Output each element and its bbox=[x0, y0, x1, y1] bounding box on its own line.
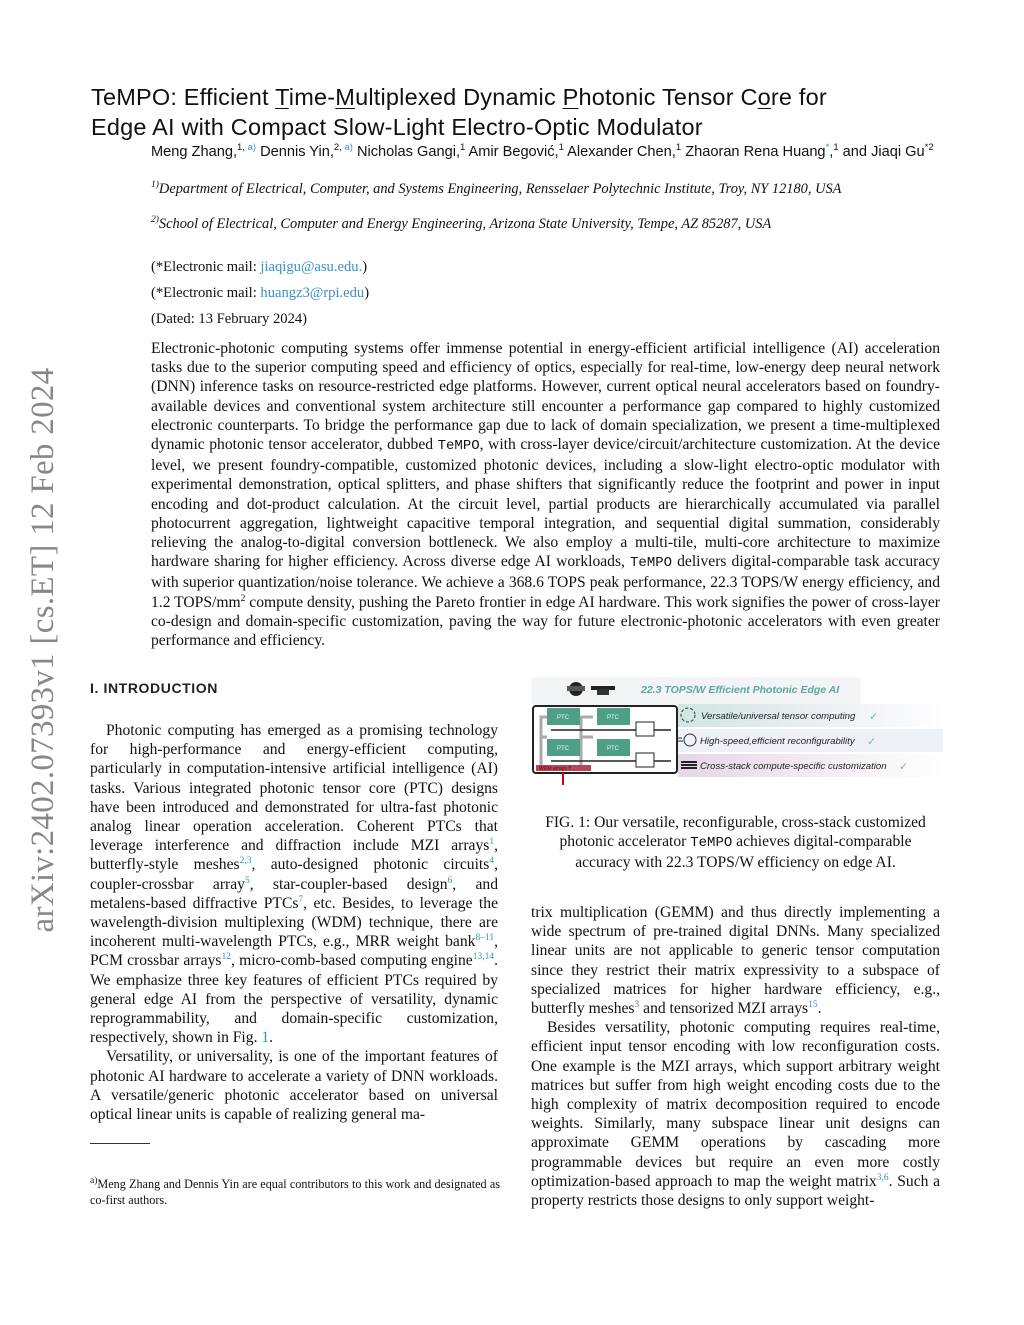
title-run: P bbox=[562, 84, 579, 110]
citation-link[interactable]: a) bbox=[344, 142, 353, 154]
text-run: . bbox=[817, 1000, 822, 1018]
email-suffix: ) bbox=[364, 285, 370, 301]
text-run: trix multiplication (GEMM) and thus directly implementing a wide spectrum of pre-trained digital DNNs. Many specialized linear units are not applicable to generic tensor computation since they restrict their matrix expressivity to a subspace of specialized matrices for higher hardware efficiency, e.g., butterfly meshes bbox=[531, 904, 940, 1018]
superscript: a) bbox=[90, 1175, 98, 1186]
title-run: o bbox=[757, 84, 771, 110]
paragraph bbox=[90, 1047, 498, 1124]
ptc-label: PTC bbox=[557, 715, 569, 721]
text-run: . Such a property restricts those designs to only support weight- bbox=[531, 1172, 940, 1210]
text-run: Dennis Yin, bbox=[256, 144, 334, 160]
superscript: *2 bbox=[924, 142, 934, 154]
text-run: and Jiaqi Gu bbox=[838, 144, 925, 160]
paragraph bbox=[90, 721, 498, 1047]
figure-1 bbox=[531, 677, 946, 787]
figure-banner-text: 22.3 TOPS/W Efficient Photonic Edge AI bbox=[641, 684, 840, 696]
text-run: Nicholas Gangi, bbox=[352, 144, 460, 160]
citation-link[interactable]: * bbox=[825, 142, 830, 154]
title-run: M bbox=[335, 84, 356, 110]
text-run: , star-coupler-based design bbox=[249, 875, 448, 893]
affiliation-mark: 2) bbox=[151, 215, 159, 226]
email-link[interactable]: jiaqigu@asu.edu. bbox=[260, 259, 363, 275]
text-run: , coupler-crossbar array bbox=[90, 856, 498, 893]
citation-link[interactable]: 2,3 bbox=[239, 856, 252, 867]
system-name: TeMPO bbox=[630, 555, 673, 572]
check-icon: ✓ bbox=[869, 711, 879, 723]
citation-link[interactable]: 3,6 bbox=[876, 1172, 889, 1183]
right-column bbox=[531, 903, 940, 1210]
citation-link[interactable]: 15 bbox=[808, 999, 818, 1010]
affiliation-text: Department of Electrical, Computer, and Systems Engineering, Rensselaer Polytechnic Institute, Troy, NY 12180, USA bbox=[158, 181, 842, 197]
text-run: Photonic computing has emerged as a promising technology for high-performance and energy-efficient computing, particularly in computation-intensive artificial intelligence (AI) tasks. Various integrated photonic tensor core (PTC) designs have been introduced and demonstrated for ultra-fast photonic analog linear operation acceleration. Coherent PTCs that leverage interference and diffraction include MZI arrays bbox=[90, 722, 498, 855]
system-name: TeMPO bbox=[437, 438, 480, 455]
citation-link[interactable]: 4 bbox=[489, 856, 495, 867]
text-run: Versatility, or universality, is one of the important features of photonic AI hardware to accelerate a variety of DNN workloads. A versatile/generic photonic accelerator based on universal optical linear units is capable of realizing general ma- bbox=[90, 1048, 498, 1124]
citation-link[interactable]: 12 bbox=[221, 952, 231, 963]
affiliation-mark: 1) bbox=[151, 180, 159, 191]
figure-link[interactable]: 1 bbox=[261, 1029, 270, 1047]
affiliation-2 bbox=[151, 216, 791, 234]
email-2 bbox=[151, 285, 369, 302]
title-run: ultiplexed Dynamic bbox=[355, 84, 563, 110]
text-run: , with cross-layer device/circuit/architecture customization. At the device level, we present foundry-compatible, customized photonic devices, including a slow-light electro-optic modulator with experimental demonstration, optical splitters, and phase shifters that significantly reduce the footprint and power in input encoding and dot-product calculation. At the circuit level, partial products are hierarchically accumulated via parallel photocurrent aggregation, lightweight capacitive temporal integration, and sequential digital summation, considerably relieving the analog-to-digital conversion bottleneck. We also employ a multi-tile, multi-core architecture to maximize hardware sharing for higher efficiency. Across diverse edge AI workloads, bbox=[151, 436, 941, 571]
text-run: delivers digital-comparable task accuracy with superior quantization/noise tolerance. We achieve a 368.6 TOPS peak performance, 22.3 TOPS/W energy efficiency, and 1.2 TOPS/mm bbox=[151, 553, 940, 611]
title-run: TeMPO: Efficient bbox=[91, 84, 276, 110]
text-run: Electronic-photonic computing systems offer immense potential in energy-efficient artificial intelligence (AI) acceleration tasks due to the superior computing speed and efficiency of optics, especially for real-time, low-energy deep neural network (DNN) inference tasks on resource-restricted edge platforms. However, current optical neural accelerators based on foundry-available devices and conventional system architecture still encounter a performance gap compared to highly customized electronic counterparts. To bridge the performance gap due to lack of domain specialization, we present a time-multiplexed dynamic photonic tensor accelerator, dubbed bbox=[151, 340, 940, 454]
ptc-label: PTC bbox=[607, 746, 619, 752]
text-run: , micro-comb-based computing engine bbox=[230, 952, 473, 970]
title-run: ime- bbox=[288, 84, 336, 110]
feature-label: Versatile/universal tensor computing bbox=[701, 711, 856, 722]
left-column bbox=[90, 721, 498, 1124]
text-run: Meng Zhang, bbox=[151, 144, 237, 160]
paragraph bbox=[531, 1018, 940, 1210]
email-prefix: (*Electronic mail: bbox=[151, 259, 261, 275]
superscript: 2, bbox=[333, 142, 345, 154]
figure-1-caption bbox=[531, 813, 940, 873]
feature-label: High-speed,efficient reconfigurability bbox=[700, 736, 855, 747]
citation-link[interactable]: 5 bbox=[244, 875, 250, 886]
text-run: compute density, pushing the Pareto frontier in edge AI hardware. This work signifies the power of cross-layer co-design and domain-specific customization, paving the way for future electronic-photonic accelerators with even greater performance and efficiency. bbox=[151, 593, 940, 650]
stack-icon bbox=[681, 762, 697, 768]
text-run: Alexander Chen, bbox=[563, 144, 676, 160]
paper-title bbox=[91, 82, 951, 142]
section-heading-introduction: I. INTRODUCTION bbox=[90, 680, 218, 696]
text-run: , butterfly-style meshes bbox=[90, 837, 498, 874]
footnote bbox=[90, 1176, 500, 1208]
author-list bbox=[151, 143, 951, 162]
feature-label: Cross-stack compute-specific customization bbox=[700, 761, 887, 772]
text-run: , bbox=[829, 144, 834, 160]
text-run: . We emphasize three key features of efficient PTCs required by general edge AI from the perspective of versatility, dynamic reprogrammability, and domain-specific customization, respectively, shown in Fig. bbox=[90, 952, 498, 1047]
superscript: 1 bbox=[675, 142, 682, 154]
citation-link[interactable]: 6 bbox=[447, 875, 453, 886]
title-run: re for bbox=[770, 84, 827, 110]
svg-text:WDM arrays Y: WDM arrays Y bbox=[539, 766, 572, 772]
email-1 bbox=[151, 259, 367, 276]
text-run: Meng Zhang and Dennis Yin are equal contributors to this work and designated as co-first authors. bbox=[90, 1177, 500, 1207]
superscript: 1 bbox=[460, 142, 466, 154]
text-run: , etc. Besides, to leverage the wavelength-division multiplexing (WDM) technique, there are incoherent multi-wavelength PTCs, e.g., MRR weight bank bbox=[90, 894, 498, 951]
email-link[interactable]: huangz3@rpi.edu bbox=[260, 285, 365, 301]
affiliation-1 bbox=[151, 181, 941, 199]
text-run: Amir Begović, bbox=[465, 144, 559, 160]
text-run: , and metalens-based diffractive PTCs bbox=[90, 875, 499, 912]
check-icon: ✓ bbox=[867, 736, 877, 748]
ptc-label: PTC bbox=[557, 746, 569, 752]
citation-link[interactable]: 8–11 bbox=[475, 933, 495, 944]
superscript: 2 bbox=[240, 593, 246, 604]
title-line-2: Edge AI with Compact Slow-Light Electro-Optic Modulator bbox=[91, 114, 703, 140]
affiliation-text: School of Electrical, Computer and Energy Engineering, Arizona State University, Tempe, AZ 85287, USA bbox=[158, 216, 772, 232]
citation-link[interactable]: a) bbox=[247, 142, 257, 154]
email-prefix: (*Electronic mail: bbox=[151, 285, 261, 301]
ptc-label: PTC bbox=[607, 715, 619, 721]
superscript: 1 bbox=[833, 142, 839, 154]
title-run: T bbox=[275, 84, 289, 110]
title-run: hotonic Tensor C bbox=[578, 84, 758, 110]
abstract bbox=[151, 339, 940, 650]
text-run: . bbox=[269, 1029, 274, 1047]
title-line-1 bbox=[91, 82, 951, 112]
footnote-rule bbox=[90, 1143, 150, 1144]
text-run: and tensorized MZI arrays bbox=[639, 1000, 809, 1018]
email-suffix: ) bbox=[362, 259, 368, 275]
check-icon: ✓ bbox=[899, 761, 909, 773]
system-name: TeMPO bbox=[690, 835, 733, 852]
text-run: , PCM crossbar arrays bbox=[90, 933, 498, 970]
citation-link[interactable]: 7 bbox=[298, 894, 304, 905]
superscript: 1, bbox=[237, 142, 248, 154]
superscript: 1 bbox=[558, 142, 564, 154]
text-run: achieves digital-comparable accuracy with 22.3 TOPS/W efficiency on edge AI. bbox=[575, 833, 912, 872]
citation-link[interactable]: 3 bbox=[634, 999, 640, 1010]
text-run: FIG. 1: Our versatile, reconfigurable, cross-stack customized photonic accelerator bbox=[545, 814, 926, 851]
citation-link[interactable]: 13,14 bbox=[472, 952, 495, 963]
paragraph bbox=[531, 903, 940, 1018]
figure-1-diagram bbox=[531, 677, 946, 787]
arxiv-watermark: arXiv:2402.07393v1 [cs.ET] 12 Feb 2024 bbox=[25, 367, 61, 933]
text-run: , auto-designed photonic circuits bbox=[251, 856, 490, 874]
integrator-2 bbox=[636, 753, 654, 767]
integrator-1 bbox=[636, 722, 654, 736]
text-run: Zhaoran Rena Huang bbox=[681, 144, 826, 160]
citation-link[interactable]: 1 bbox=[489, 837, 495, 848]
text-run: Besides versatility, photonic computing requires real-time, efficient input tensor encoding with low reconfiguration costs. One example is the MZI arrays, which support arbitrary weight matrices but suffer from high weight encoding costs due to the high complexity of matrix decomposition required to encode weights. Similarly, many subspace linear unit designs can approximate GEMM operations by cascading more programmable devices but require an even more costly optimization-based approach to map the weight matrix bbox=[531, 1019, 940, 1190]
dated: (Dated: 13 February 2024) bbox=[151, 311, 308, 327]
